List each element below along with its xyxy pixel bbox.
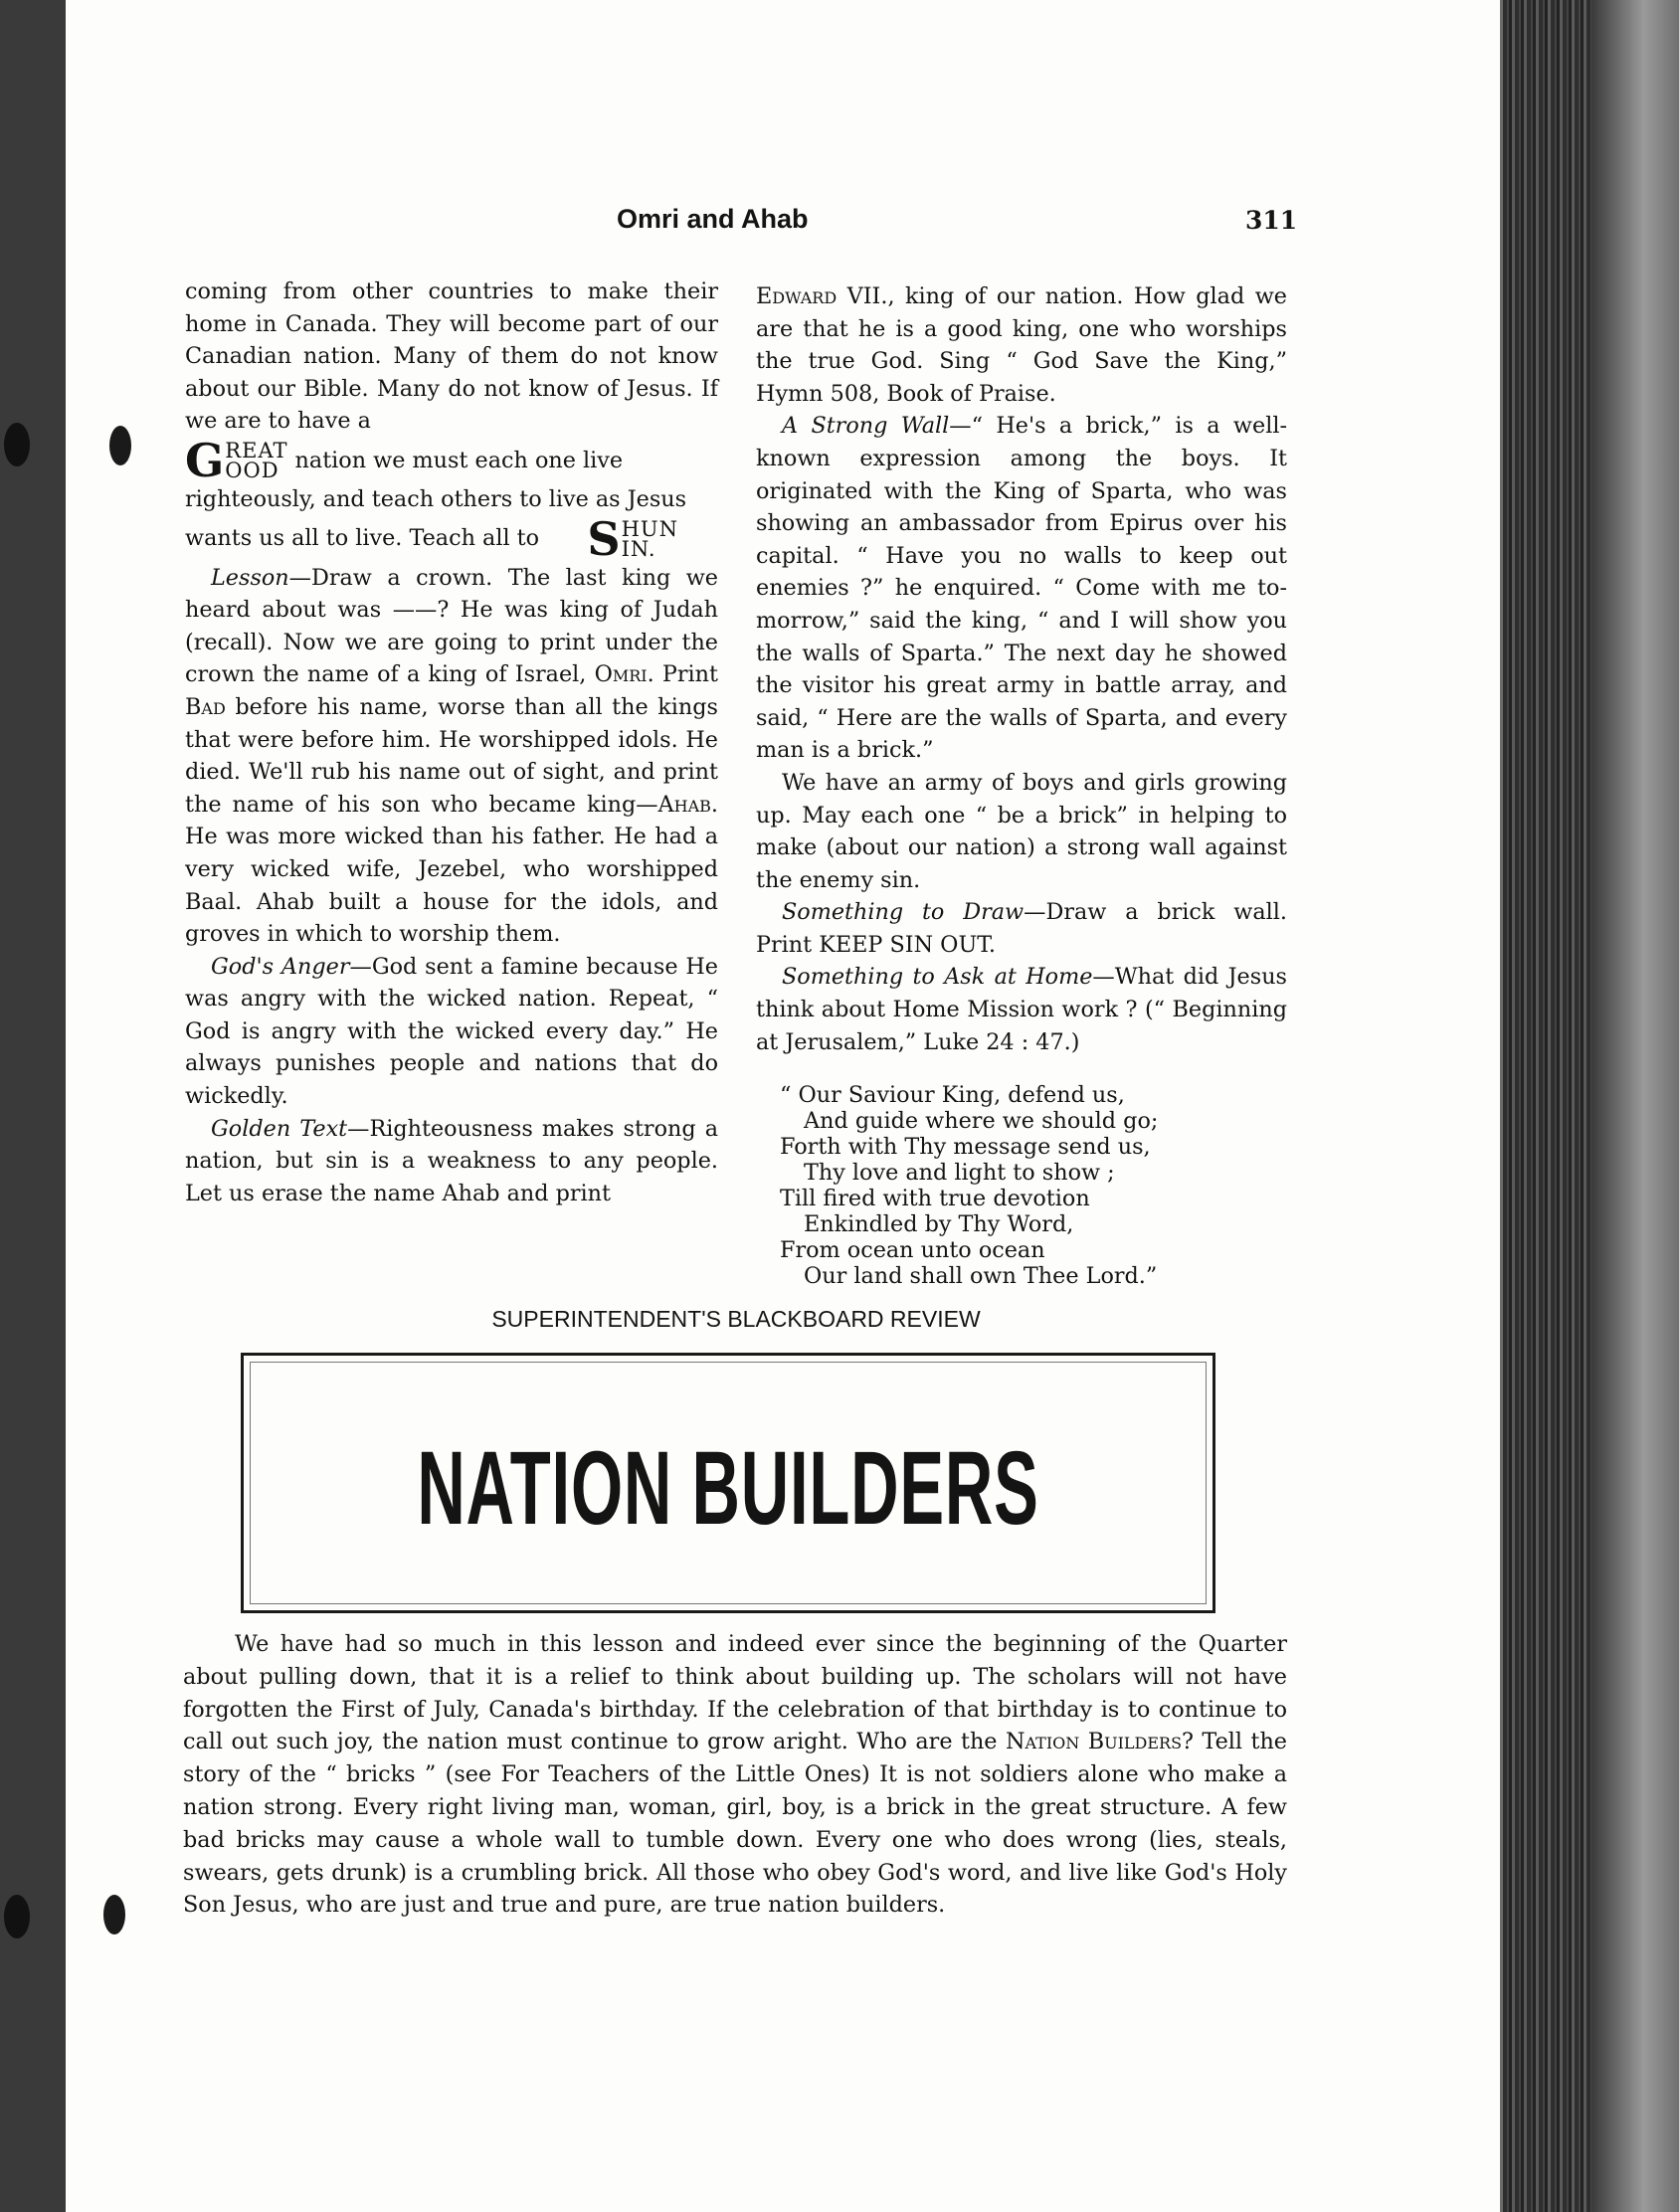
text-run: Omri xyxy=(594,661,648,688)
text-run: before his name, worse than all the kings that were before him. He worshipped idols. He died. We'll rub his name out of sight, and print the name of his son who became king— xyxy=(185,693,718,818)
text-run: —Draw a brick wall. Print KEEP SIN OUT. xyxy=(756,899,1287,958)
acrostic-bottom: OOD xyxy=(225,458,280,482)
hymn-line: Till fired with true devotion xyxy=(780,1186,1090,1212)
text-run: —God sent a famine because He was angry with the wicked nation. Repeat, “ God is angry with the wicked every day.” He always punishes people and nations that do wickedly. xyxy=(185,953,718,1110)
text-run: . Print xyxy=(647,661,718,688)
paragraph xyxy=(756,280,1287,410)
hymn-line: Forth with Thy message send us, xyxy=(780,1134,1151,1161)
golden-text-paragraph xyxy=(185,1113,718,1210)
text-run: —“ He's a brick,” is a well-known expression among the boys. It originated with the King of Sparta, who was showing an ambassador from Epirus over his capital. “ Have you no walls to keep out enemies ?” he enquired. “ Come with me to-morrow,” said the king, “ and I will show you the walls of Sparta.” The next day he showed the visitor his great army in battle array, and said, “ Here are the walls of Sparta, and every man is a brick.” xyxy=(756,413,1288,764)
acrostic-letter: S xyxy=(587,511,621,566)
great-good-acrostic xyxy=(185,433,718,487)
right-column xyxy=(756,280,1287,1289)
text-run: —Draw a crown. The last king we heard about was ——? He was king of Judah (recall). Now we are going to print under the crown the name of a king of Israel, xyxy=(185,564,718,688)
hymn-line: Thy love and light to show ; xyxy=(804,1160,1115,1187)
anger-paragraph xyxy=(185,951,718,1113)
something-to-draw-paragraph xyxy=(756,896,1287,961)
punch-hole xyxy=(4,1895,30,1938)
text-run: ? Tell the story of the “ bricks ” (see For Teachers of the Little Ones) It is not soldiers alone who make a nation strong. Every right living man, woman, girl, boy, is a brick in the great structure. A few bad bricks may cause a whole wall to tumble down. Every one who does wrong (lies, steals, swears, gets drunk) is a crumbling brick. All those who obey God's word, and live like God's Holy Son Jesus, who are just and true and pure, are true nation builders. xyxy=(183,1729,1287,1919)
acrostic-stack xyxy=(225,438,288,482)
ask-at-home-paragraph xyxy=(756,961,1287,1058)
hymn-line: And guide where we should go; xyxy=(804,1108,1159,1135)
acrostic-top: HUN xyxy=(621,516,678,541)
text-run: —What did Jesus think about Home Mission work ? (“ Beginning at Jerusalem,” Luke 24 : 47.) xyxy=(756,964,1288,1055)
section-label: Something to Ask at Home xyxy=(782,964,1093,991)
section-label: Something to Draw xyxy=(782,899,1025,926)
punch-hole xyxy=(109,426,131,465)
blackboard-box xyxy=(241,1353,1215,1613)
review-paragraph xyxy=(183,1628,1287,1922)
text-run: —Righteousness makes strong a nation, but sin is a weakness to any people. Let us erase the name Ahab and print xyxy=(185,1115,718,1206)
acrostic-stack xyxy=(621,516,678,561)
punch-hole xyxy=(4,423,30,466)
section-label: A Strong Wall xyxy=(782,413,950,440)
blackboard-text: NATION BUILDERS xyxy=(417,1429,1039,1547)
paragraph: We have an army of boys and girls growing up. May each one “ be a brick” in helping to make (about our nation) a strong wall against the enemy sin. xyxy=(756,769,1287,893)
hymn-line: From ocean unto ocean xyxy=(780,1237,1045,1264)
text-run: Bad xyxy=(185,693,226,720)
left-column xyxy=(185,276,718,1209)
acrostic-bottom: IN. xyxy=(621,536,656,561)
hymn-line: Our land shall own Thee Lord.” xyxy=(804,1263,1158,1290)
acrostic-tail: nation we must each one live xyxy=(287,447,624,473)
section-label: Lesson xyxy=(211,564,289,591)
paragraph: righteously, and teach others to live as Jesus xyxy=(185,485,687,512)
page-title: Omri and Ahab xyxy=(617,204,809,234)
acrostic-top: REAT xyxy=(225,438,288,462)
page-number: 311 xyxy=(1245,206,1298,235)
lesson-paragraph xyxy=(185,562,718,951)
text-run: We have had so much in this lesson and indeed ever since the beginning of the Quarter about pulling down, that it is a relief to think about building up. The scholars will not have forgotten the First of July, Canada's birthday. If the celebration of that birthday is to continue to call out such joy, the nation must continue to grow aright. Who are the xyxy=(183,1631,1287,1755)
hymn-line: “ Our Saviour King, defend us, xyxy=(780,1082,1125,1109)
hymn-line: Enkindled by Thy Word, xyxy=(804,1211,1074,1238)
page-edges-highlight xyxy=(1591,0,1679,2212)
text-run: Edward VII. xyxy=(756,283,888,309)
strong-wall-paragraph xyxy=(756,410,1287,767)
section-label: God's Anger xyxy=(211,953,350,980)
shun-sin-acrostic xyxy=(185,511,718,566)
section-label: Golden Text xyxy=(211,1115,348,1142)
hymn-verse xyxy=(780,1082,1287,1289)
paragraph: coming from other countries to make their home in Canada. They will become part of our Canadian nation. Many of them do not know about our Bible. Many do not know of Jesus. If we are to have a xyxy=(185,278,718,435)
text-run: Nation Builders xyxy=(1005,1729,1183,1755)
left-binding-margin xyxy=(0,0,66,2212)
acrostic-lead: wants us all to live. Teach all to xyxy=(185,525,540,552)
text-run: Ahab xyxy=(657,791,711,818)
acrostic-letter: G xyxy=(185,433,225,487)
punch-hole xyxy=(103,1895,125,1935)
text-run: , king of our nation. How glad we are that he is a good king, one who worships the true God. Sing “ God Save the King,” Hymn 508, Book of Praise. xyxy=(756,283,1287,407)
blackboard-heading: SUPERINTENDENT'S BLACKBOARD REVIEW xyxy=(491,1306,981,1332)
text-run: . He was more wicked than his father. He had a very wicked wife, Jezebel, who worshipped Baal. Ahab built a house for the idols, and groves in which to worship them. xyxy=(185,791,718,948)
